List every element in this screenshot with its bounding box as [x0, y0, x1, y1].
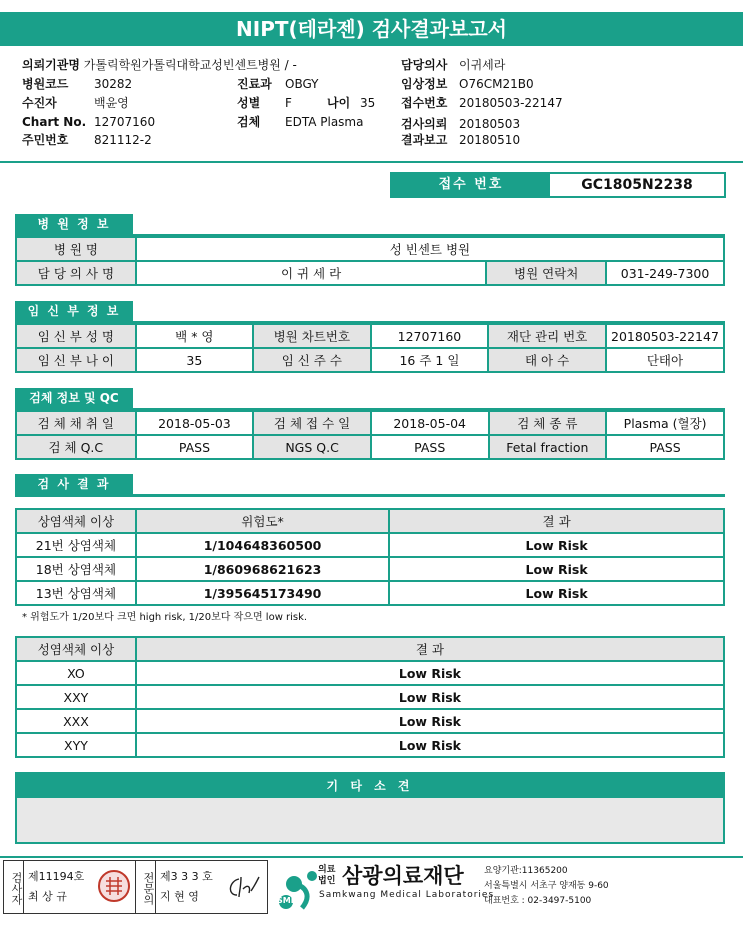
- org-phone: 대표번호 : 02-3497-5100: [484, 896, 592, 906]
- sex-chrom-result: Low Risk: [136, 685, 724, 709]
- org-english: Samkwang Medical Laboratories: [319, 890, 495, 900]
- ssn-value: 821112-2: [94, 133, 152, 147]
- footer-divider: [0, 856, 743, 858]
- patient-chart-value: 12707160: [371, 324, 489, 348]
- age-label: 나이: [327, 96, 351, 110]
- clinical-label: 임상정보: [401, 77, 448, 91]
- result-outcome: Low Risk: [389, 581, 724, 605]
- report-title: NIPT(테라젠) 검사결과보고서: [0, 12, 743, 46]
- age-value: 35: [360, 96, 376, 110]
- weeks-label: 임 신 주 수: [253, 348, 371, 372]
- org-code: 요양기관:11365200: [484, 866, 568, 876]
- tester-license: 제11194호: [28, 870, 85, 883]
- result-chrom: 18번 상염색체: [16, 557, 136, 581]
- type-label: 검 체 종 류: [489, 411, 607, 435]
- seal-icon: [97, 869, 131, 903]
- receipt-box-label: 접수 번호: [392, 174, 550, 196]
- tester-name: 최 상 규: [28, 890, 67, 903]
- mgmt-value: 20180503-22147: [606, 324, 724, 348]
- recv-label: 검 체 접 수 일: [253, 411, 371, 435]
- org-prefix-2: 법인: [318, 876, 336, 886]
- doctor-name-label: 담 당 의 사 명: [16, 261, 136, 285]
- doctor-value: 이귀세라: [459, 58, 506, 72]
- patient-name-value: 백 * 영: [136, 324, 253, 348]
- result-chrom: 21번 상염색체: [16, 533, 136, 557]
- hospital-table: [15, 236, 725, 286]
- table-row: [16, 709, 724, 733]
- receipt-label: 접수번호: [401, 96, 448, 110]
- table-row: [16, 533, 724, 557]
- sex-chrom-name: XYY: [16, 733, 136, 757]
- results-col2-header: 위험도*: [136, 509, 389, 533]
- type-value: Plasma (혈장): [606, 411, 724, 435]
- ssn-label: 주민번호: [22, 133, 69, 147]
- section-results-header: 검 사 결 과: [15, 474, 133, 494]
- result-risk: 1/104648360500: [136, 533, 389, 557]
- weeks-value: 16 주 1 일: [371, 348, 489, 372]
- expert-license: 제3 3 3 호: [160, 870, 213, 883]
- sex-col1-header: 성염색체 이상: [16, 637, 136, 661]
- hospital-name-label: 병 원 명: [16, 237, 136, 261]
- contact-label: 병원 연락처: [486, 261, 606, 285]
- table-row: [16, 581, 724, 605]
- sex-chrom-result: Low Risk: [136, 661, 724, 685]
- organization-block: [272, 860, 742, 914]
- sex-label: 성별: [237, 96, 261, 110]
- table-row: [16, 661, 724, 685]
- section-hospital-header: 병 원 정 보: [15, 214, 133, 234]
- contact-value: 031-249-7300: [606, 261, 724, 285]
- mgmt-label: 재단 관리 번호: [488, 324, 606, 348]
- org-name: 삼광의료재단: [342, 864, 464, 888]
- expert-name: 지 현 영: [160, 890, 199, 903]
- remarks-header: 기 타 소 견: [17, 774, 723, 798]
- specimen-label: 검체: [237, 115, 261, 129]
- sex-chrom-result: Low Risk: [136, 709, 724, 733]
- request-value: 20180503: [459, 117, 521, 131]
- result-outcome: Low Risk: [389, 557, 724, 581]
- report-label: 결과보고: [401, 133, 448, 147]
- report-value: 20180510: [459, 133, 521, 147]
- sex-value: F: [285, 96, 292, 110]
- hospital-label: 의뢰기관명: [22, 58, 80, 72]
- section-sample-header: 검체 정보 및 QC: [15, 388, 133, 408]
- remarks-body: [17, 798, 723, 810]
- table-row: [16, 733, 724, 757]
- remarks-box: [15, 772, 725, 844]
- ff-label: Fetal fraction: [489, 435, 607, 459]
- ngs-label: NGS Q.C: [253, 435, 371, 459]
- patient-table: [15, 323, 725, 373]
- patient-age-value: 35: [136, 348, 253, 372]
- code-label: 병원코드: [22, 77, 69, 91]
- risk-note: * 위험도가 1/20보다 크면 high risk, 1/20보다 작으면 low risk.: [22, 612, 308, 623]
- sex-chrom-result: Low Risk: [136, 733, 724, 757]
- patient-age-label: 임 신 부 나 이: [16, 348, 136, 372]
- sex-chrom-name: XXY: [16, 685, 136, 709]
- logo-text: SML: [277, 896, 296, 905]
- recv-value: 2018-05-04: [371, 411, 489, 435]
- patient-chart-label: 병원 차트번호: [253, 324, 371, 348]
- hospital-value: 가톨릭학원가톨릭대학교성빈센트병원 / -: [83, 58, 297, 72]
- sex-col2-header: 결 과: [136, 637, 724, 661]
- patient-name-label: 임 신 부 성 명: [16, 324, 136, 348]
- dept-value: OBGY: [285, 77, 319, 91]
- dept-label: 진료과: [237, 77, 272, 91]
- code-value: 30282: [94, 77, 133, 91]
- receipt-value: 20180503-22147: [459, 96, 563, 110]
- ff-value: PASS: [606, 435, 724, 459]
- hospital-name-value: 성 빈센트 병원: [136, 237, 724, 261]
- qc-label: 검 체 Q.C: [16, 435, 136, 459]
- qc-value: PASS: [136, 435, 254, 459]
- clinical-value: O76CM21B0: [459, 77, 534, 91]
- collector-value: 백윤영: [94, 96, 129, 110]
- table-row: [16, 557, 724, 581]
- sex-chrom-table: [15, 636, 725, 758]
- receipt-box-value: GC1805N2238: [581, 177, 693, 193]
- section-divider: [15, 494, 725, 497]
- request-label: 검사의뢰: [401, 117, 448, 131]
- org-prefix-1: 의료: [318, 865, 336, 875]
- signature-icon: [225, 873, 261, 901]
- collector-label: 수진자: [22, 96, 57, 110]
- meta-divider: [0, 161, 743, 163]
- collect-value: 2018-05-03: [136, 411, 254, 435]
- sex-chrom-name: XXX: [16, 709, 136, 733]
- section-patient-header: 임 신 부 정 보: [15, 301, 133, 321]
- table-row: [16, 685, 724, 709]
- collect-label: 검 체 채 취 일: [16, 411, 136, 435]
- results-col1-header: 상염색체 이상: [16, 509, 136, 533]
- ngs-value: PASS: [371, 435, 489, 459]
- result-risk: 1/395645173490: [136, 581, 389, 605]
- org-address: 서울특별시 서초구 양재동 9-60: [484, 881, 609, 891]
- fetus-value: 단태아: [606, 348, 724, 372]
- results-table: [15, 508, 725, 606]
- doctor-name-value: 이 귀 세 라: [136, 261, 487, 285]
- receipt-box: [390, 172, 726, 198]
- result-outcome: Low Risk: [389, 533, 724, 557]
- sample-table: [15, 410, 725, 460]
- result-chrom: 13번 상염색체: [16, 581, 136, 605]
- result-risk: 1/860968621623: [136, 557, 389, 581]
- expert-vertical-label: 전문의: [136, 861, 156, 913]
- specimen-value: EDTA Plasma: [285, 115, 364, 129]
- chart-label: Chart No.: [22, 115, 87, 129]
- sex-chrom-name: XO: [16, 661, 136, 685]
- signature-block: [3, 860, 268, 914]
- fetus-label: 태 아 수: [488, 348, 606, 372]
- doctor-label: 담당의사: [401, 58, 448, 72]
- tester-vertical-label: 검사자: [4, 861, 24, 913]
- results-col3-header: 결 과: [389, 509, 724, 533]
- chart-value: 12707160: [94, 115, 156, 129]
